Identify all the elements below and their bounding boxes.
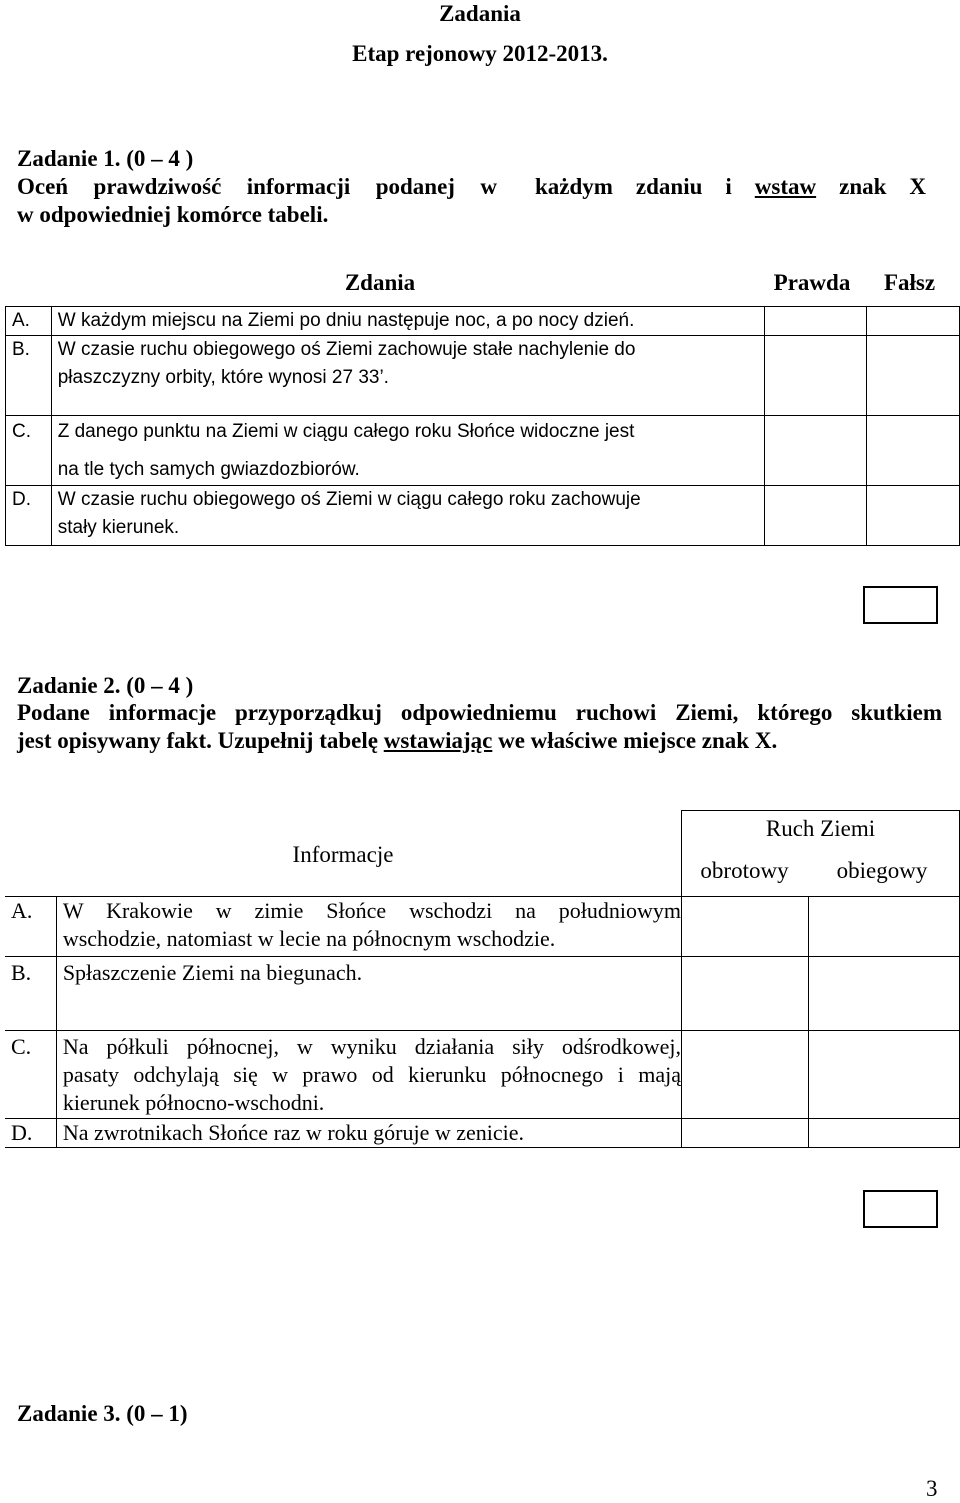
row-letter: B. xyxy=(6,336,52,416)
obrotowy-cell-a[interactable] xyxy=(682,897,809,957)
task1-instruction-part1: Oceń prawdziwość informacji podanej w xyxy=(17,174,497,199)
falsz-cell-c[interactable] xyxy=(867,416,960,486)
task2-col-obiegowy: obiegowy xyxy=(836,858,928,883)
task3-heading: Zadanie 3. (0 – 1) xyxy=(17,1401,188,1426)
obiegowy-cell-c[interactable] xyxy=(808,1031,959,1119)
row-text: W Krakowie w zimie Słońce wschodzi na południowym wschodzie, natomiast w lecie na północnym wschodzie. xyxy=(56,897,681,957)
task2-col-obrotowy: obrotowy xyxy=(700,858,789,883)
task2-instruction-line1: Podane informacje przyporządkuj odpowiedniemu ruchowi Ziemi, którego skutkiem xyxy=(17,700,942,725)
falsz-cell-d[interactable] xyxy=(867,486,960,546)
prawda-cell-c[interactable] xyxy=(765,416,867,486)
table-header-row xyxy=(5,811,960,897)
prawda-cell-d[interactable] xyxy=(765,486,867,546)
table-row xyxy=(5,1119,960,1148)
table-row xyxy=(6,307,960,336)
page-subtitle: Etap rejonowy 2012-2013. xyxy=(352,41,608,66)
table-row xyxy=(5,897,960,957)
task1-col-zdania: Zdania xyxy=(344,270,416,295)
falsz-cell-a[interactable] xyxy=(867,307,960,336)
row-letter: A. xyxy=(6,307,52,336)
obiegowy-cell-a[interactable] xyxy=(808,897,959,957)
row-letter: A. xyxy=(5,897,56,957)
row-text: Z danego punktu na Ziemi w ciągu całego roku Słońce widoczne jest na tle tych samych gwiazdozbiorów. xyxy=(51,416,765,486)
task1-col-prawda: Prawda xyxy=(773,270,851,295)
row-text: W każdym miejscu na Ziemi po dniu następuje noc, a po nocy dzień. xyxy=(51,307,765,336)
row-letter: C. xyxy=(5,1031,56,1119)
task2-heading: Zadanie 2. (0 – 4 ) xyxy=(17,673,194,698)
task1-instruction-underlined: wstaw xyxy=(754,174,817,199)
score-box-task2[interactable] xyxy=(863,1190,938,1228)
falsz-cell-b[interactable] xyxy=(867,336,960,416)
task1-instruction-line2: w odpowiedniej komórce tabeli. xyxy=(17,202,329,227)
row-text: Na półkuli północnej, w wyniku działania siły odśrodkowej, pasaty odchylają się w prawo od kierunku północnego i mają kierunek północno-wschodni. xyxy=(56,1031,681,1119)
task1-instruction-part2: każdym zdaniu i wstaw znak X xyxy=(535,174,926,199)
obrotowy-cell-c[interactable] xyxy=(682,1031,809,1119)
row-text: Spłaszczenie Ziemi na biegunach. xyxy=(56,957,681,1031)
table-row xyxy=(5,1031,960,1119)
table-row xyxy=(6,416,960,486)
row-letter: B. xyxy=(5,957,56,1031)
table-row xyxy=(6,336,960,416)
info-header-cell xyxy=(5,811,682,897)
obiegowy-cell-d[interactable] xyxy=(808,1119,959,1148)
task1-table xyxy=(5,306,960,546)
obiegowy-cell-b[interactable] xyxy=(808,957,959,1031)
prawda-cell-b[interactable] xyxy=(765,336,867,416)
row-text: W czasie ruchu obiegowego oś Ziemi zachowuje stałe nachylenie do płaszczyzny orbity, które wynosi 27 33’. xyxy=(51,336,765,416)
task2-table xyxy=(5,810,960,1148)
prawda-cell-a[interactable] xyxy=(765,307,867,336)
row-text: Na zwrotnikach Słońce raz w roku góruje w zenicie. xyxy=(56,1119,681,1148)
task2-instruction-underlined: wstawiając xyxy=(383,728,493,753)
obrotowy-cell-d[interactable] xyxy=(682,1119,809,1148)
task1-heading: Zadanie 1. (0 – 4 ) xyxy=(17,146,194,171)
page-title: Zadania xyxy=(439,1,521,26)
ruch-header-cell xyxy=(682,811,960,897)
score-box-task1[interactable] xyxy=(863,586,938,624)
task2-col-ruch: Ruch Ziemi xyxy=(765,816,876,841)
row-text: W czasie ruchu obiegowego oś Ziemi w ciągu całego roku zachowuje stały kierunek. xyxy=(51,486,765,546)
obrotowy-cell-b[interactable] xyxy=(682,957,809,1031)
task2-instruction-line2: jest opisywany fakt. Uzupełnij tabelę wstawiając we właściwe miejsce znak X. xyxy=(17,728,778,753)
table-row xyxy=(5,957,960,1031)
table-row xyxy=(6,486,960,546)
page-number: 3 xyxy=(926,1476,938,1501)
task1-col-falsz: Fałsz xyxy=(883,270,936,295)
row-letter: C. xyxy=(6,416,52,486)
task2-col-informacje: Informacje xyxy=(292,841,394,867)
row-letter: D. xyxy=(6,486,52,546)
row-letter: D. xyxy=(5,1119,56,1148)
